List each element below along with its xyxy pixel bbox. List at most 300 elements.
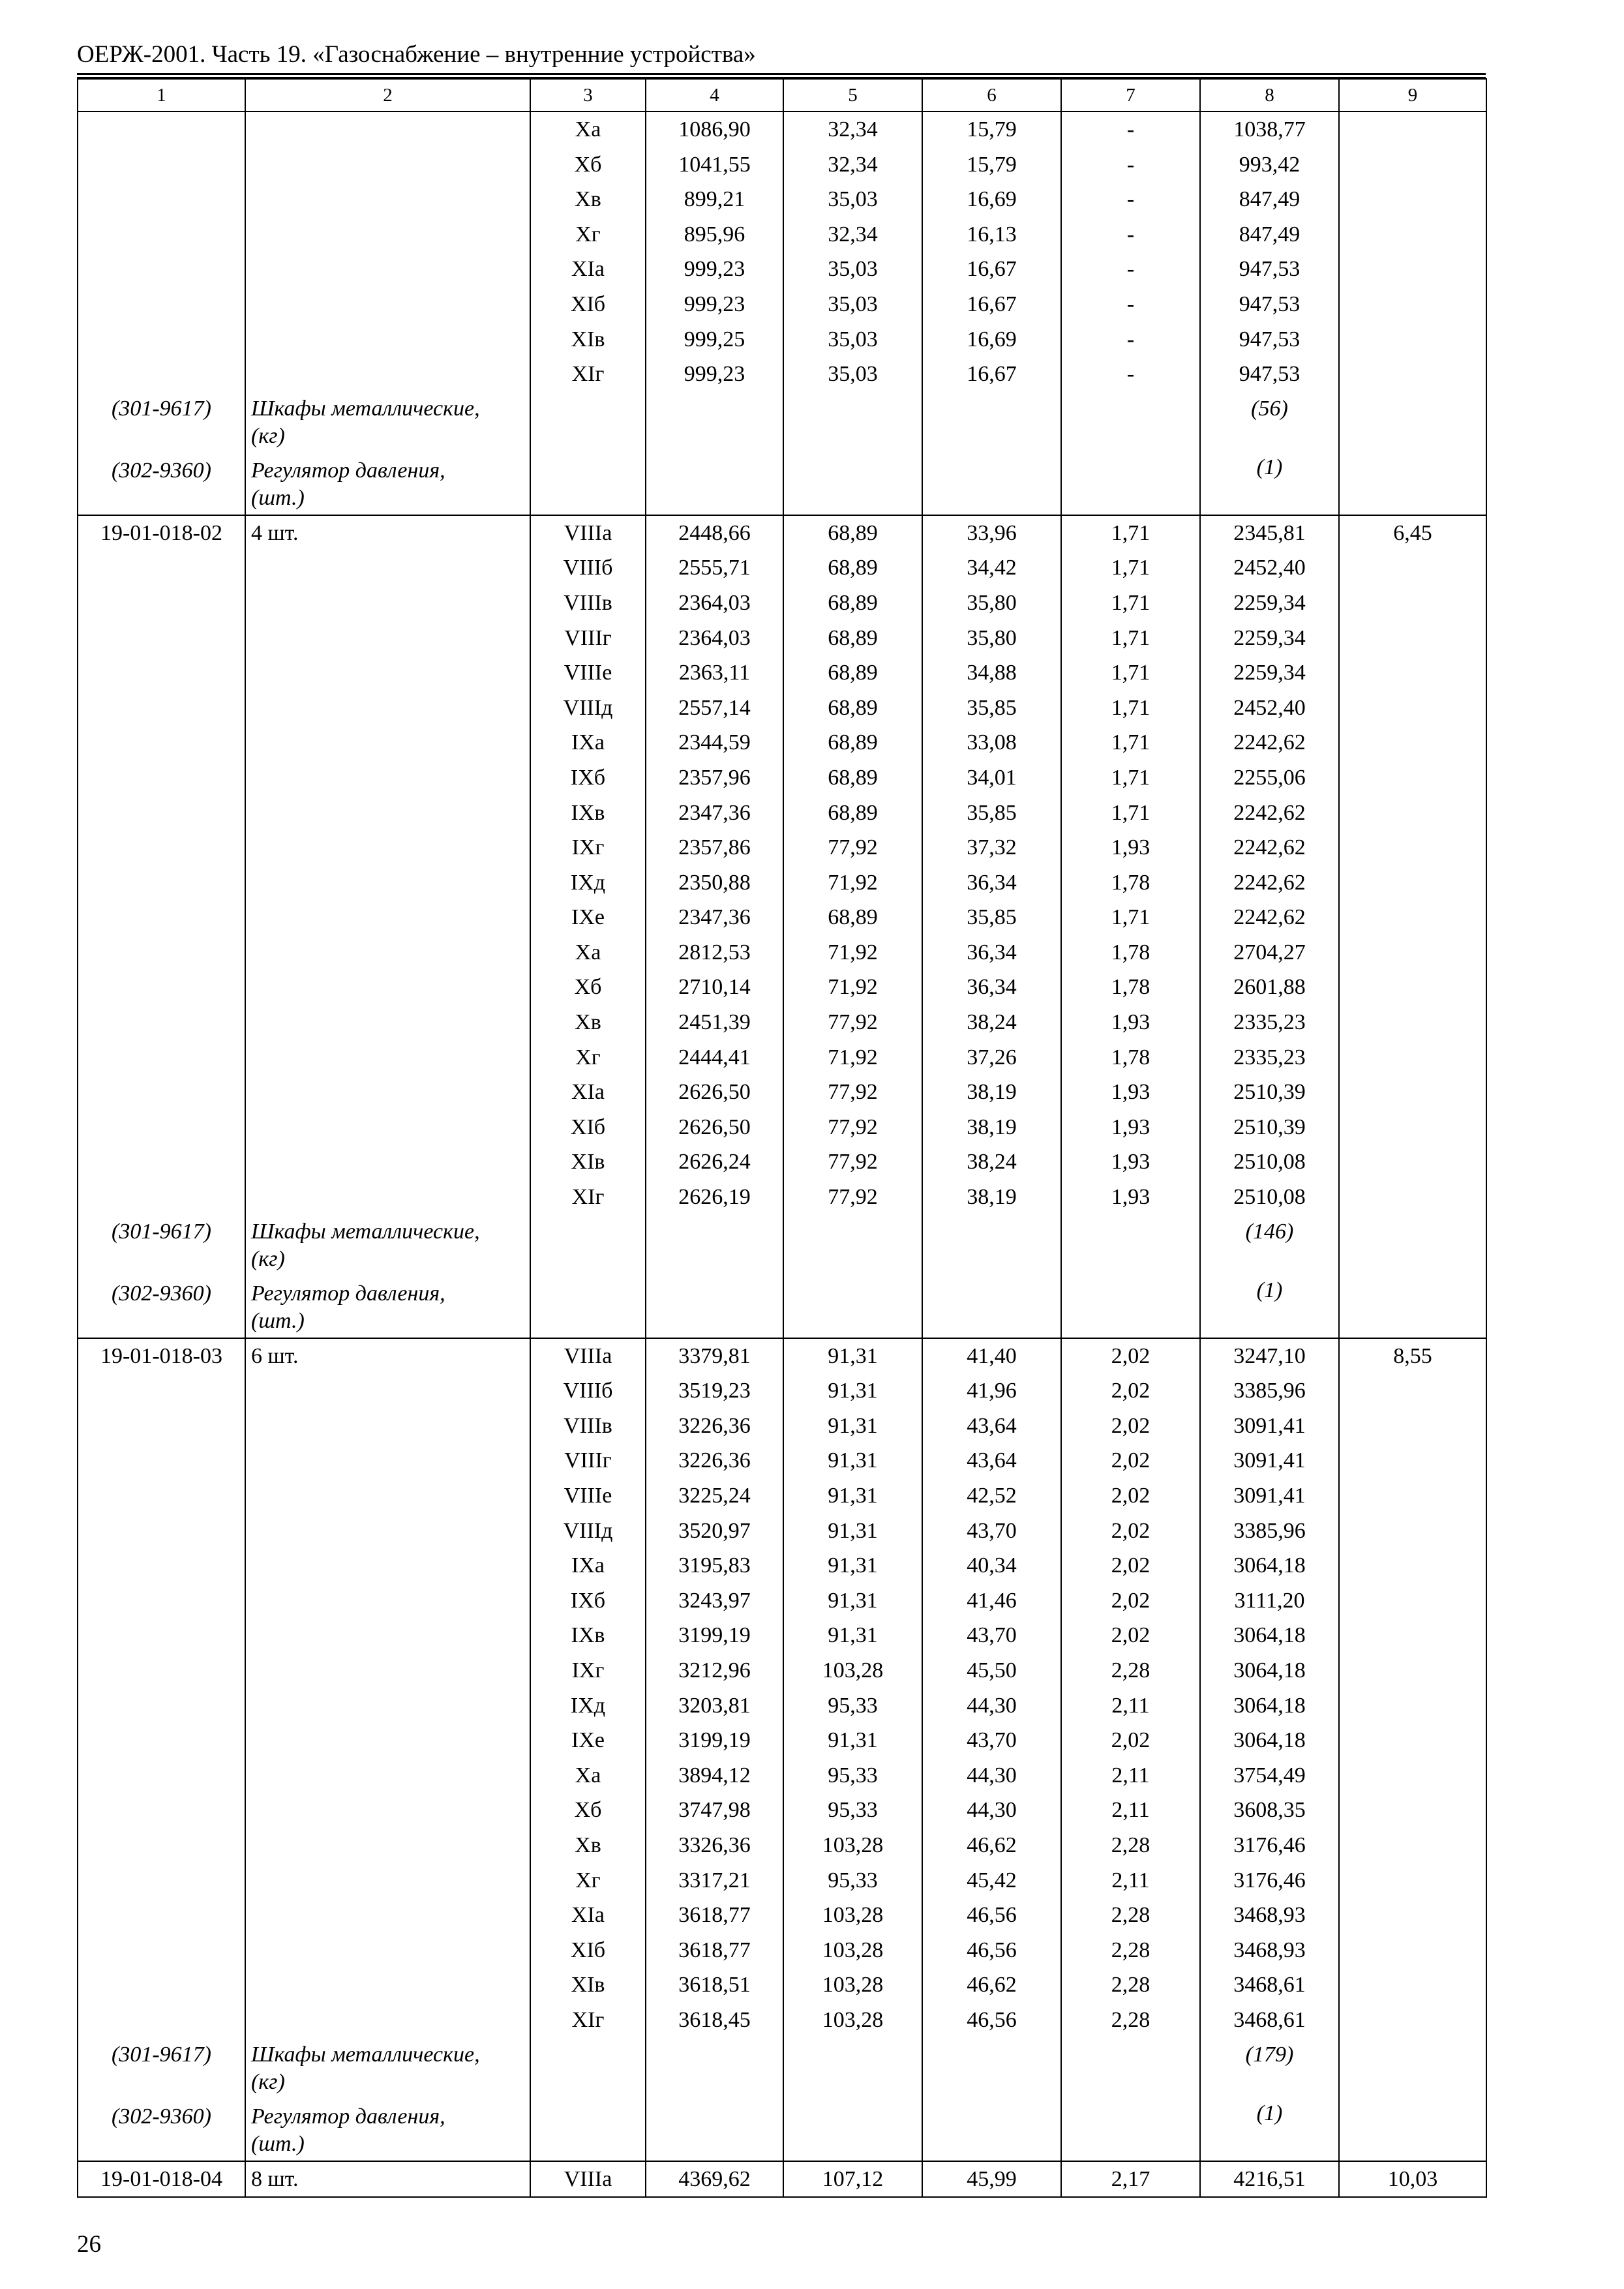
table-cell: 2,17: [1111, 2166, 1150, 2191]
column-number-row: [78, 79, 1486, 112]
table-cell: -: [1126, 117, 1135, 142]
table-cell: XIб: [570, 292, 606, 316]
table-cell: 1,78: [1111, 870, 1150, 895]
table-cell: 77,92: [828, 1010, 878, 1035]
table-cell: 3091,41: [1233, 1413, 1306, 1438]
table-cell: 3468,61: [1233, 2007, 1306, 2032]
col-name: [245, 1338, 530, 2161]
table-cell: VIIIг: [564, 1448, 612, 1473]
table-cell: 2,11: [1111, 1868, 1150, 1893]
table-cell: 34,42: [967, 556, 1017, 580]
table-cell: 2242,62: [1233, 905, 1306, 930]
resource-unit: (шт.): [251, 1308, 305, 1333]
table-cell: IXб: [570, 1588, 606, 1613]
table-cell: 33,96: [967, 520, 1017, 545]
col9-value: [1340, 112, 1486, 147]
table-cell: 68,89: [828, 800, 878, 825]
table-cell: 1086,90: [678, 117, 751, 142]
table-cell: 3608,35: [1233, 1798, 1306, 1823]
table-cell: 1,71: [1111, 520, 1150, 545]
table-cell: 999,23: [684, 362, 745, 387]
table-cell: 3199,19: [678, 1728, 751, 1753]
table-cell: 2,28: [1111, 1903, 1150, 1928]
table-cell: 3385,96: [1233, 1379, 1306, 1403]
table-cell: VIIIб: [563, 1379, 613, 1403]
table-cell: 35,85: [967, 800, 1017, 825]
table-cell: 2242,62: [1233, 800, 1306, 825]
table-cell: 2704,27: [1233, 940, 1306, 965]
table-cell: Xв: [575, 1833, 601, 1857]
table-cell: 32,34: [828, 117, 878, 142]
resource-code: (301-9617): [112, 2042, 211, 2067]
table-cell: 16,67: [967, 257, 1017, 282]
col9-value: 10,03: [1387, 2166, 1438, 2191]
table-cell: 3199,19: [678, 1623, 751, 1648]
col9-value: 8,55: [1393, 1343, 1432, 1368]
col9-value: 6,45: [1393, 520, 1432, 545]
table-cell: 43,70: [967, 1518, 1017, 1543]
table-cell: 91,31: [828, 1518, 878, 1543]
column-number: 4: [646, 79, 783, 112]
resource-unit: (шт.): [251, 2131, 305, 2156]
quantity: 6 шт.: [251, 1343, 299, 1368]
col-7: [1061, 112, 1200, 515]
table-cell: Xа: [575, 117, 601, 142]
table-cell: 46,56: [967, 1937, 1017, 1962]
table-cell: 2448,66: [678, 520, 751, 545]
table-cell: 2357,96: [678, 765, 751, 790]
table-cell: 40,34: [967, 1553, 1017, 1578]
table-cell: 35,80: [967, 625, 1017, 650]
table-cell: -: [1126, 152, 1135, 177]
table-cell: 993,42: [1239, 152, 1301, 177]
table-cell: 3618,77: [678, 1937, 751, 1962]
table-cell: 999,23: [684, 257, 745, 282]
table-cell: 3091,41: [1233, 1448, 1306, 1473]
table-cell: 91,31: [828, 1728, 878, 1753]
table-cell: 2,28: [1111, 1973, 1150, 1997]
table-group: [78, 2161, 1486, 2198]
table-cell: 16,67: [967, 292, 1017, 316]
table-cell: 38,19: [967, 1080, 1017, 1105]
table-cell: 46,56: [967, 1903, 1017, 1928]
table-cell: 44,30: [967, 1798, 1017, 1823]
table-cell: 46,62: [967, 1973, 1017, 1997]
table-cell: Xв: [575, 187, 601, 212]
table-cell: 91,31: [828, 1448, 878, 1473]
table-cell: 32,34: [828, 222, 878, 247]
table-cell: 91,31: [828, 1484, 878, 1508]
table-cell: 41,46: [967, 1588, 1017, 1613]
col-3: [530, 2161, 646, 2198]
table-cell: 4216,51: [1233, 2166, 1306, 2191]
table-group: [78, 515, 1486, 1338]
table-cell: 3247,10: [1233, 1343, 1306, 1368]
table-cell: 2,02: [1111, 1728, 1150, 1753]
table-cell: XIа: [571, 1903, 605, 1928]
col-rate-code: [78, 2161, 245, 2198]
table-cell: 2255,06: [1233, 765, 1306, 790]
table-cell: 36,34: [967, 975, 1017, 1000]
table-cell: 1,93: [1111, 1010, 1150, 1035]
col-9: [1339, 2161, 1486, 2198]
table-cell: 44,30: [967, 1693, 1017, 1718]
table-cell: 1,71: [1111, 556, 1150, 580]
table-cell: 16,69: [967, 187, 1017, 212]
table-cell: 16,69: [967, 327, 1017, 352]
table-cell: Xг: [575, 1045, 601, 1070]
table-cell: 3468,93: [1233, 1903, 1306, 1928]
resource-value: (56): [1251, 396, 1288, 421]
table-cell: VIIIд: [563, 1518, 613, 1543]
column-number: 6: [922, 79, 1061, 112]
table-cell: 3176,46: [1233, 1833, 1306, 1857]
table-cell: 45,42: [967, 1868, 1017, 1893]
table-cell: 3747,98: [678, 1798, 751, 1823]
col-3: [530, 515, 646, 1338]
table-cell: 2,02: [1111, 1553, 1150, 1578]
resource-code: (301-9617): [112, 1219, 211, 1244]
table-cell: 3379,81: [678, 1343, 751, 1368]
quantity: 8 шт.: [251, 2166, 299, 2191]
table-cell: 43,64: [967, 1448, 1017, 1473]
table-cell: VIIIа: [564, 2166, 612, 2191]
rate-code: [78, 112, 245, 147]
table-cell: 895,96: [684, 222, 745, 247]
resource-value: (146): [1245, 1219, 1294, 1244]
table-cell: 2347,36: [678, 905, 751, 930]
table-cell: XIг: [571, 1185, 605, 1210]
table-cell: 2345,81: [1233, 520, 1306, 545]
table-cell: 36,34: [967, 870, 1017, 895]
table-cell: 3618,51: [678, 1973, 751, 1997]
table-cell: 3064,18: [1233, 1553, 1306, 1578]
table-cell: Xг: [575, 1868, 601, 1893]
table-cell: 38,19: [967, 1185, 1017, 1210]
table-cell: 2344,59: [678, 730, 751, 755]
table-cell: 947,53: [1239, 362, 1301, 387]
table-cell: 35,03: [828, 187, 878, 212]
table-cell: 947,53: [1239, 292, 1301, 316]
table-cell: 947,53: [1239, 257, 1301, 282]
col-6: [922, 2161, 1061, 2198]
resource-name: Шкафы металлические,: [251, 1219, 480, 1244]
col-rate-code: [78, 112, 245, 515]
table-cell: 35,80: [967, 590, 1017, 615]
table-cell: 2,11: [1111, 1763, 1150, 1788]
table-cell: 41,96: [967, 1379, 1017, 1403]
table-cell: 2347,36: [678, 800, 751, 825]
table-cell: 35,03: [828, 257, 878, 282]
table-cell: 68,89: [828, 695, 878, 720]
table-cell: 103,28: [822, 1973, 884, 1997]
table-cell: 45,99: [967, 2166, 1017, 2191]
table-cell: 68,89: [828, 625, 878, 650]
rate-code: 19-01-018-04: [100, 2166, 222, 2191]
column-number: 2: [245, 79, 530, 112]
table-cell: IXв: [571, 1623, 605, 1648]
table-cell: VIIIв: [564, 590, 612, 615]
table-cell: IXг: [571, 1658, 605, 1683]
table-cell: -: [1126, 327, 1135, 352]
table-cell: 3468,61: [1233, 1973, 1306, 1997]
table-cell: 16,67: [967, 362, 1017, 387]
resource-value: (1): [1256, 2101, 1283, 2125]
table-cell: 1038,77: [1233, 117, 1306, 142]
table-cell: 1,93: [1111, 1185, 1150, 1210]
col-3: [530, 112, 646, 515]
table-cell: 3519,23: [678, 1379, 751, 1403]
table-cell: 1041,55: [678, 152, 751, 177]
col-6: [922, 1338, 1061, 2161]
rate-code: 19-01-018-02: [100, 520, 222, 545]
table-cell: 4369,62: [678, 2166, 751, 2191]
col-4: [646, 1338, 783, 2161]
column-number: 9: [1339, 79, 1486, 112]
table-cell: 95,33: [828, 1798, 878, 1823]
table-cell: Xа: [575, 1763, 601, 1788]
table-cell: 1,71: [1111, 625, 1150, 650]
table-cell: 2451,39: [678, 1010, 751, 1035]
table-cell: 2,02: [1111, 1588, 1150, 1613]
table-cell: 2452,40: [1233, 556, 1306, 580]
table-cell: 2,02: [1111, 1379, 1150, 1403]
table-cell: 2710,14: [678, 975, 751, 1000]
table-cell: 77,92: [828, 1150, 878, 1174]
table-cell: 43,70: [967, 1623, 1017, 1648]
table-cell: 107,12: [822, 2166, 884, 2191]
col-7: [1061, 1338, 1200, 2161]
table-cell: 2,11: [1111, 1798, 1150, 1823]
table-cell: 999,25: [684, 327, 745, 352]
table-cell: 2363,11: [678, 661, 751, 685]
table-cell: 1,71: [1111, 905, 1150, 930]
table-cell: 35,85: [967, 905, 1017, 930]
resource-name: Шкафы металлические,: [251, 2042, 480, 2067]
table-cell: 91,31: [828, 1379, 878, 1403]
table-cell: 95,33: [828, 1693, 878, 1718]
table-cell: 77,92: [828, 1185, 878, 1210]
col-name: [245, 2161, 530, 2198]
table-cell: XIб: [570, 1115, 606, 1139]
table-cell: 3212,96: [678, 1658, 751, 1683]
table-cell: 34,01: [967, 765, 1017, 790]
table-cell: 91,31: [828, 1413, 878, 1438]
table-cell: 77,92: [828, 835, 878, 860]
table-cell: 35,03: [828, 362, 878, 387]
table-cell: 2601,88: [1233, 975, 1306, 1000]
resource-unit: (кг): [251, 1246, 285, 1271]
table-cell: 15,79: [967, 117, 1017, 142]
table-cell: 2452,40: [1233, 695, 1306, 720]
table-cell: 1,93: [1111, 1115, 1150, 1139]
table-cell: 46,62: [967, 1833, 1017, 1857]
table-cell: 1,93: [1111, 1150, 1150, 1174]
table-cell: 68,89: [828, 730, 878, 755]
table-cell: 2,28: [1111, 1937, 1150, 1962]
table-cell: 3618,45: [678, 2007, 751, 2032]
table-cell: 77,92: [828, 1115, 878, 1139]
table-cell: 2626,50: [678, 1080, 751, 1105]
table-cell: 35,85: [967, 695, 1017, 720]
table-cell: XIв: [571, 1150, 605, 1174]
table-cell: IXе: [571, 1728, 605, 1753]
table-cell: 91,31: [828, 1623, 878, 1648]
table-cell: 2557,14: [678, 695, 751, 720]
col-5: [783, 1338, 922, 2161]
table-cell: 3203,81: [678, 1693, 751, 1718]
table-cell: 1,78: [1111, 940, 1150, 965]
table-cell: IXв: [571, 800, 605, 825]
column-number: 7: [1061, 79, 1200, 112]
table-cell: 2,02: [1111, 1623, 1150, 1648]
table-cell: XIв: [571, 1973, 605, 1997]
table-cell: 2,02: [1111, 1518, 1150, 1543]
table-cell: 15,79: [967, 152, 1017, 177]
table-cell: 2,02: [1111, 1343, 1150, 1368]
table-cell: 2510,08: [1233, 1185, 1306, 1210]
table-cell: 103,28: [822, 1833, 884, 1857]
col-4: [646, 2161, 783, 2198]
resource-code: (301-9617): [112, 396, 211, 421]
table-cell: 1,93: [1111, 1080, 1150, 1105]
table-cell: 68,89: [828, 661, 878, 685]
table-cell: 1,78: [1111, 1045, 1150, 1070]
col-name: [245, 112, 530, 515]
resource-name: Шкафы металлические,: [251, 396, 480, 421]
col-3: [530, 1338, 646, 2161]
quantity: 4 шт.: [251, 520, 299, 545]
page-number: 26: [77, 2231, 101, 2258]
table-cell: 2,28: [1111, 1658, 1150, 1683]
table-cell: 71,92: [828, 1045, 878, 1070]
table-cell: 847,49: [1239, 222, 1301, 247]
table-cell: 32,34: [828, 152, 878, 177]
table-cell: 35,03: [828, 327, 878, 352]
table-cell: 2259,34: [1233, 590, 1306, 615]
col-8: [1200, 2161, 1339, 2198]
table-cell: 2510,39: [1233, 1080, 1306, 1105]
table-cell: 3226,36: [678, 1413, 751, 1438]
table-cell: 2,28: [1111, 2007, 1150, 2032]
col-9: [1339, 112, 1486, 515]
col-8: [1200, 1338, 1339, 2161]
table-cell: IXд: [570, 1693, 606, 1718]
table-cell: 2,28: [1111, 1833, 1150, 1857]
table-cell: Xв: [575, 1010, 601, 1035]
table-cell: 1,71: [1111, 730, 1150, 755]
col-7: [1061, 515, 1200, 1338]
table-cell: 3618,77: [678, 1903, 751, 1928]
table-cell: 43,64: [967, 1413, 1017, 1438]
table-cell: 41,40: [967, 1343, 1017, 1368]
table-cell: VIIIе: [564, 1484, 612, 1508]
resource-value: (1): [1256, 1278, 1283, 1302]
table-cell: 3064,18: [1233, 1728, 1306, 1753]
table-cell: VIIIб: [563, 556, 613, 580]
table-cell: 2242,62: [1233, 730, 1306, 755]
resource-unit: (кг): [251, 2069, 285, 2094]
quantity: [246, 112, 530, 147]
resource-code: (302-9360): [112, 2104, 211, 2129]
table-cell: 3091,41: [1233, 1484, 1306, 1508]
table-cell: IXб: [570, 765, 606, 790]
table-group: [78, 112, 1486, 515]
table-cell: 847,49: [1239, 187, 1301, 212]
table-cell: 68,89: [828, 765, 878, 790]
table-cell: IXд: [570, 870, 606, 895]
column-number: 3: [530, 79, 646, 112]
rate-code: 19-01-018-03: [100, 1343, 222, 1368]
table-cell: XIа: [571, 1080, 605, 1105]
table-cell: VIIIа: [564, 520, 612, 545]
table-cell: 37,26: [967, 1045, 1017, 1070]
column-number: 1: [78, 79, 245, 112]
table-cell: 3243,97: [678, 1588, 751, 1613]
table-cell: 3754,49: [1233, 1763, 1306, 1788]
table-cell: -: [1126, 187, 1135, 212]
table-cell: 2,02: [1111, 1413, 1150, 1438]
table-cell: 2364,03: [678, 625, 751, 650]
table-cell: Xб: [574, 1798, 602, 1823]
table-cell: 103,28: [822, 1658, 884, 1683]
resource-unit: (шт.): [251, 485, 305, 510]
table-cell: 899,21: [684, 187, 745, 212]
col-rate-code: [78, 515, 245, 1338]
table-cell: 2259,34: [1233, 625, 1306, 650]
table-cell: 3176,46: [1233, 1868, 1306, 1893]
table-cell: 95,33: [828, 1868, 878, 1893]
table-cell: 91,31: [828, 1588, 878, 1613]
table-cell: 2555,71: [678, 556, 751, 580]
resource-value: (179): [1245, 2042, 1294, 2067]
table-cell: VIIIд: [563, 695, 613, 720]
table-cell: 2444,41: [678, 1045, 751, 1070]
page-header: ОЕРЖ-2001. Часть 19. «Газоснабжение – внутренние устройства»: [77, 41, 756, 68]
col-8: [1200, 112, 1339, 515]
resource-name: Регулятор давления,: [251, 458, 445, 483]
table-cell: 1,71: [1111, 661, 1150, 685]
table-cell: 71,92: [828, 975, 878, 1000]
table-cell: 3064,18: [1233, 1658, 1306, 1683]
resource-code: (302-9360): [112, 458, 211, 483]
table-cell: 68,89: [828, 590, 878, 615]
table-cell: Xг: [575, 222, 601, 247]
col-6: [922, 112, 1061, 515]
table-cell: 71,92: [828, 870, 878, 895]
table-cell: VIIIг: [564, 625, 612, 650]
table-cell: 2626,50: [678, 1115, 751, 1139]
table-cell: 42,52: [967, 1484, 1017, 1508]
table-cell: 3225,24: [678, 1484, 751, 1508]
table-cell: IXе: [571, 905, 605, 930]
col-8: [1200, 515, 1339, 1338]
table-cell: 43,70: [967, 1728, 1017, 1753]
table-cell: 3195,83: [678, 1553, 751, 1578]
table-cell: 38,24: [967, 1150, 1017, 1174]
table-cell: -: [1126, 292, 1135, 316]
table-cell: 2350,88: [678, 870, 751, 895]
table-cell: 2626,24: [678, 1150, 751, 1174]
table-cell: 2357,86: [678, 835, 751, 860]
table-cell: IXг: [571, 835, 605, 860]
table-cell: 3468,93: [1233, 1937, 1306, 1962]
table-cell: 2335,23: [1233, 1045, 1306, 1070]
table-cell: 34,88: [967, 661, 1017, 685]
resource-unit: (кг): [251, 423, 285, 448]
col-rate-code: [78, 1338, 245, 2161]
table-cell: 36,34: [967, 940, 1017, 965]
